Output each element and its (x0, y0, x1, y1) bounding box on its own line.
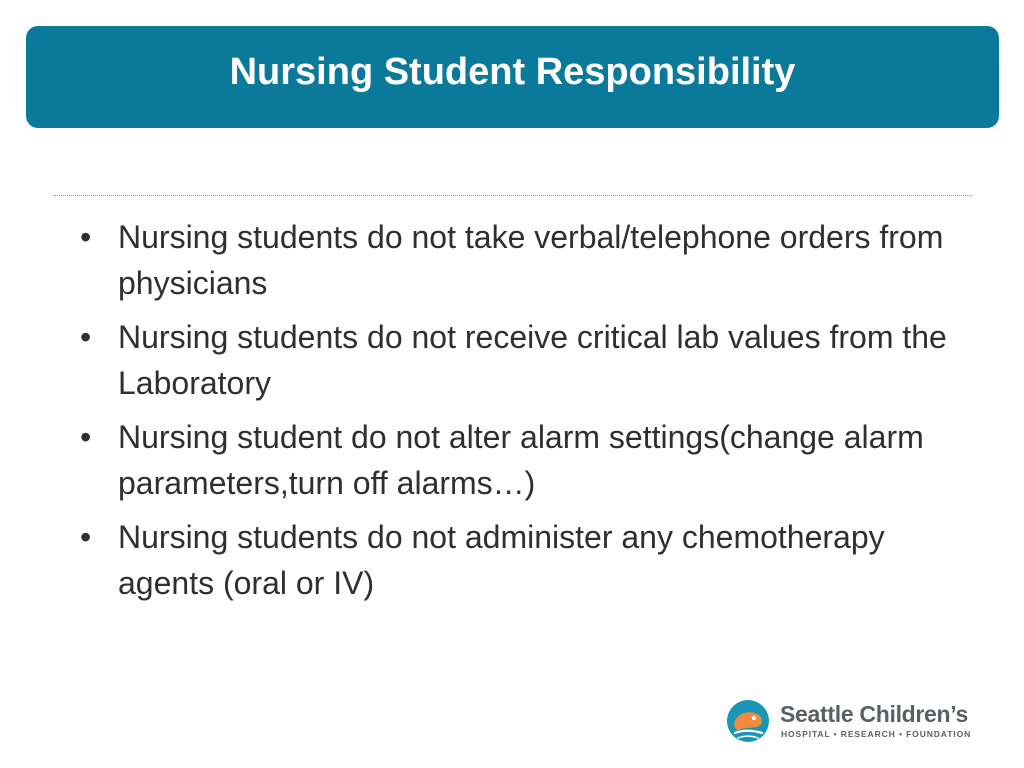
logo-name: Seattle Children’s (780, 701, 969, 727)
dotted-divider (54, 195, 972, 196)
bullet-icon: • (80, 319, 92, 355)
bullet-text: Nursing student do not alter alarm settings(change alarm parameters,turn off alarms…) (118, 419, 924, 501)
seattle-childrens-whale-logo-icon (726, 699, 770, 743)
bullet-list (80, 214, 960, 614)
slide-title: Nursing Student Responsibility (229, 50, 796, 93)
bullet-icon: • (80, 519, 92, 555)
bullet-icon: • (80, 419, 92, 455)
bullet-text: Nursing students do not take verbal/telephone orders from physicians (118, 219, 944, 301)
title-bar (26, 26, 999, 128)
seattle-childrens-logo (726, 697, 996, 745)
bullet-item (80, 214, 960, 306)
bullet-icon: • (80, 219, 92, 255)
bullet-item (80, 414, 960, 506)
logo-tagline: HOSPITAL • RESEARCH • FOUNDATION (781, 729, 972, 739)
bullet-item (80, 314, 960, 406)
bullet-text: Nursing students do not receive critical lab values from the Laboratory (118, 319, 947, 401)
bullet-text: Nursing students do not administer any chemotherapy agents (oral or IV) (118, 519, 885, 601)
bullet-item (80, 514, 960, 606)
